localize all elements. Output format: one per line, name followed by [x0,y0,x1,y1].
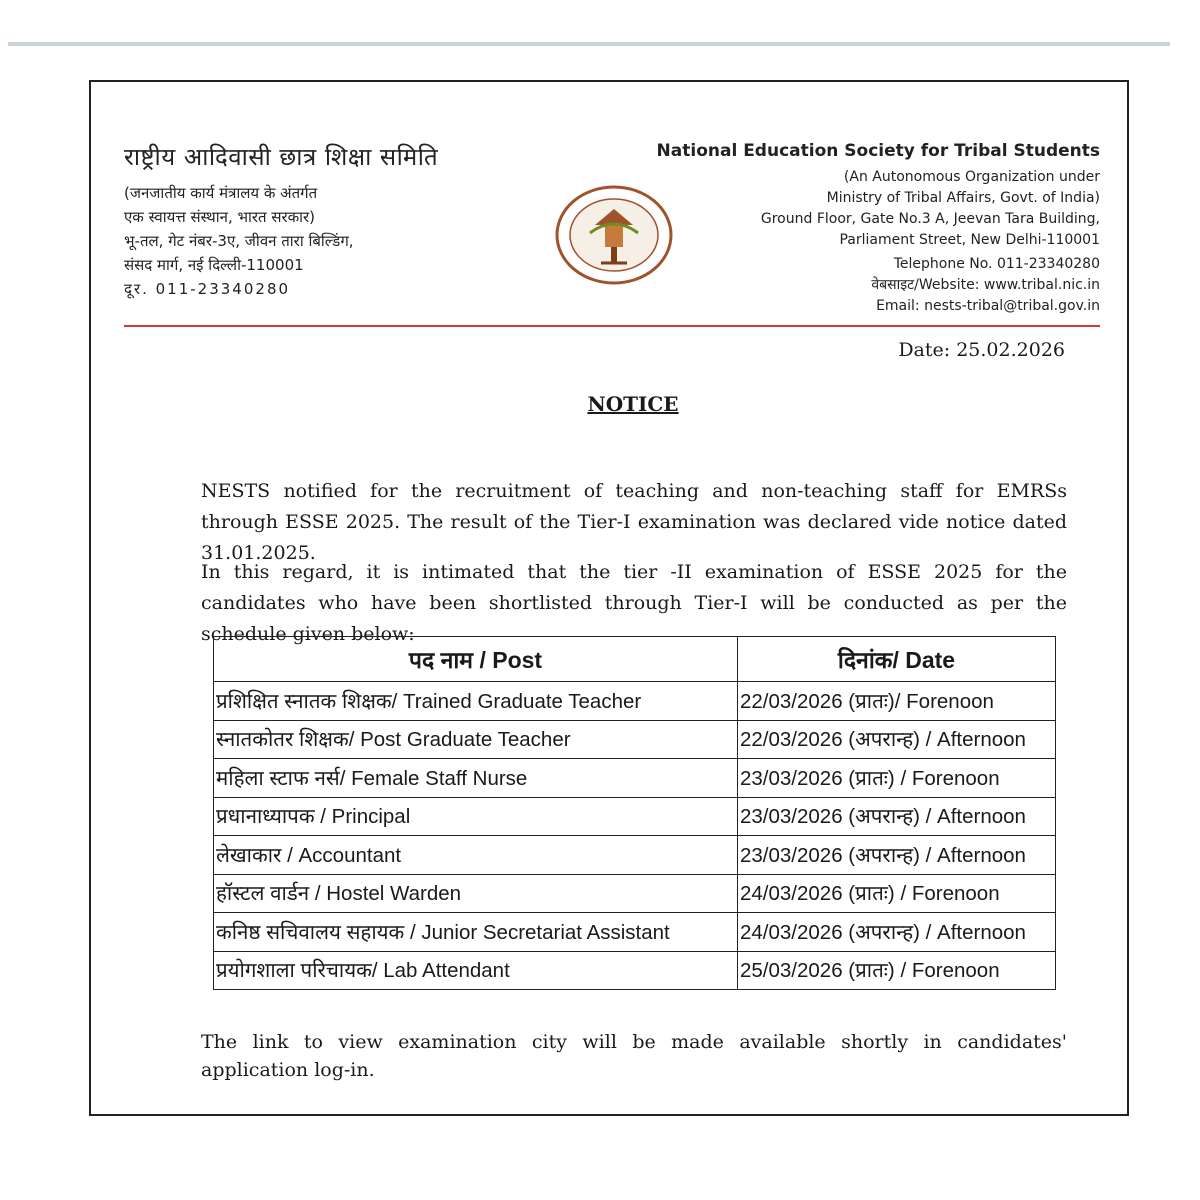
post-cell: कनिष्ठ सचिवालय सहायक / Junior Secretariat Assistant [214,913,738,952]
hindi-address-line: एक स्वायत्त संस्थान, भारत सरकार) [124,208,316,226]
table-row [214,874,1056,913]
date-cell: 22/03/2026 (प्रातः)/ Forenoon [738,682,1056,721]
post-cell: महिला स्टाफ नर्स/ Female Staff Nurse [214,759,738,798]
date-cell: 23/03/2026 (अपरान्ह) / Afternoon [738,836,1056,875]
post-cell: प्रयोगशाला परिचायक/ Lab Attendant [214,951,738,990]
table-row [214,913,1056,952]
table-row [214,836,1056,875]
hindi-letterhead [124,140,438,301]
exam-schedule-table [213,636,1056,990]
notice-title: NOTICE [587,392,679,416]
english-address-line: (An Autonomous Organization under [843,169,1100,185]
post-cell: प्रशिक्षित स्नातक शिक्षक/ Trained Graduate Teacher [214,682,738,721]
english-address-line: Ground Floor, Gate No.3 A, Jeevan Tara Building, [760,211,1100,227]
english-org-name: National Education Society for Tribal Students [656,141,1100,161]
hindi-address-line: संसद मार्ग, नई दिल्ली-110001 [124,256,304,274]
english-website: वेबसाइट/Website: www.tribal.nic.in [871,277,1100,293]
notice-paragraph-2: In this regard, it is intimated that the tier -II examination of ESSE 2025 for the candidates who have been shortlisted through Tier-I will be conducted as per the schedule given below: [201,561,1067,645]
english-letterhead [657,141,1100,317]
date-cell: 23/03/2026 (अपरान्ह) / Afternoon [738,797,1056,836]
date-cell: 25/03/2026 (प्रातः) / Forenoon [738,951,1056,990]
hindi-org-name: राष्ट्रीय आदिवासी छात्र शिक्षा समिति [124,143,439,171]
english-address-line: Parliament Street, New Delhi-110001 [839,232,1100,248]
letterhead-red-rule [124,325,1100,327]
post-cell: प्रधानाध्यापक / Principal [214,797,738,836]
table-header-row [214,637,1056,682]
table-row [214,759,1056,798]
hindi-address-line: भू-तल, गेट नंबर-3ए, जीवन तारा बिल्डिंग, [124,232,354,250]
hindi-phone: दूर. 011-23340280 [124,280,291,298]
date-cell: 24/03/2026 (अपरान्ह) / Afternoon [738,913,1056,952]
notice-paragraph-1: NESTS notified for the recruitment of teaching and non-teaching staff for EMRSs through ESSE 2025. The result of the Tier-I examination was declared vide notice dated 31.01.2025. [201,480,1067,564]
table-row [214,797,1056,836]
table-row [214,720,1056,759]
date-cell: 24/03/2026 (प्रातः) / Forenoon [738,874,1056,913]
notice-paragraph-3: The link to view examination city will be made available shortly in candidates' application log-in. [201,1031,1067,1081]
english-telephone: Telephone No. 011-23340280 [893,256,1100,272]
post-cell: हॉस्टल वार्डन / Hostel Warden [214,874,738,913]
post-column-header: पद नाम / Post [214,637,738,682]
post-cell: लेखाकार / Accountant [214,836,738,875]
date-column-header: दिनांक/ Date [738,637,1056,682]
nests-emblem-icon [555,185,673,285]
english-address-line: Ministry of Tribal Affairs, Govt. of India) [826,190,1100,206]
english-email: Email: nests-tribal@tribal.gov.in [876,298,1100,314]
hindi-address-line: (जनजातीय कार्य मंत्रालय के अंतर्गत [124,184,318,202]
post-cell: स्नातकोतर शिक्षक/ Post Graduate Teacher [214,720,738,759]
date-cell: 22/03/2026 (अपरान्ह) / Afternoon [738,720,1056,759]
notice-date: Date: 25.02.2026 [898,339,1065,361]
top-divider [8,42,1170,46]
table-row [214,951,1056,990]
table-row [214,682,1056,721]
date-cell: 23/03/2026 (प्रातः) / Forenoon [738,759,1056,798]
